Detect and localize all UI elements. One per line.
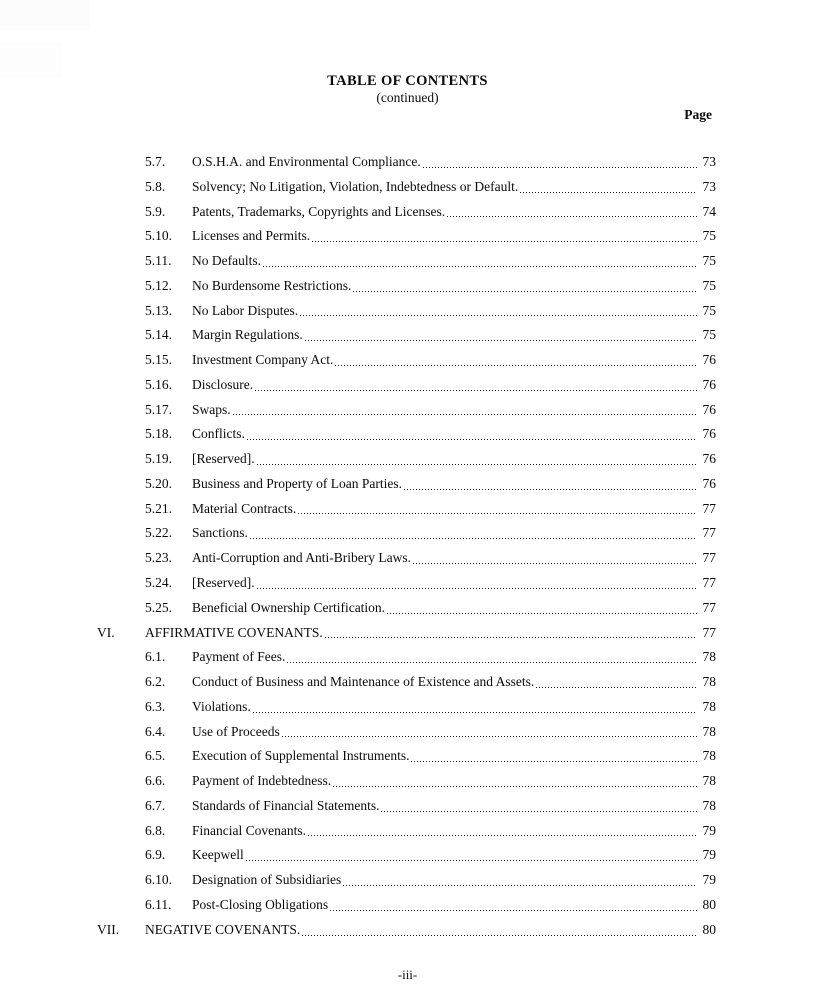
dot-leader (353, 274, 698, 299)
dot-leader (233, 398, 698, 423)
toc-entry (97, 843, 716, 868)
dot-leader (413, 546, 698, 571)
dot-leader (404, 472, 698, 497)
toc-entry-title: Sanctions. (192, 525, 248, 541)
toc-entry-page: 75 (702, 302, 716, 318)
toc-entry-page: 75 (702, 228, 716, 244)
toc-entry-title: Licenses and Permits. (192, 228, 311, 244)
toc-entry-number: 5.17. (145, 401, 172, 417)
page-title: TABLE OF CONTENTS (327, 73, 488, 89)
dot-leader (447, 200, 698, 225)
toc-entry-page: 78 (702, 674, 716, 690)
toc-entry-title: Conflicts. (192, 426, 245, 442)
scan-artifact (0, 0, 90, 30)
dot-leader (255, 373, 698, 398)
toc-entry-page: 77 (702, 500, 716, 516)
toc-entry-title: Business and Property of Loan Parties. (192, 475, 402, 491)
toc-entry-page: 74 (702, 203, 716, 219)
toc-entry (97, 150, 716, 175)
toc-entry (97, 224, 716, 249)
dot-leader (257, 571, 698, 596)
toc-entry (97, 472, 716, 497)
toc-entry-number: 6.5. (145, 748, 166, 764)
toc-entry-title: No Labor Disputes. (192, 302, 299, 318)
toc-entry-title: Disclosure. (192, 376, 254, 392)
dot-leader (257, 447, 698, 472)
toc-entry-title: Anti-Corruption and Anti-Bribery Laws. (192, 550, 411, 566)
toc-entry (97, 918, 716, 943)
toc-entry-page: 76 (702, 475, 716, 491)
dot-leader (305, 323, 698, 348)
toc-entry-title: Beneficial Ownership Certification. (192, 599, 386, 615)
dot-leader (247, 422, 698, 447)
dot-leader (263, 249, 698, 274)
dot-leader (298, 497, 698, 522)
toc-entry-number: 5.22. (145, 525, 172, 541)
page-subtitle: (continued) (376, 90, 439, 106)
toc-entry (97, 546, 716, 571)
toc-entry-title: AFFIRMATIVE COVENANTS. (145, 624, 323, 640)
toc-entry-page: 79 (702, 822, 716, 838)
toc-entry (97, 249, 716, 274)
dot-leader (250, 521, 698, 546)
toc-entry-number: 5.15. (145, 352, 172, 368)
toc-entry-page: 79 (702, 872, 716, 888)
toc-entry-number: 6.3. (145, 698, 166, 714)
toc-entry-number: 6.11. (145, 896, 172, 912)
toc-entry-number: 5.13. (145, 302, 172, 318)
toc-entry-page: 78 (702, 698, 716, 714)
toc-entry-number: 5.10. (145, 228, 172, 244)
toc-entry-title: Payment of Indebtedness. (192, 773, 332, 789)
dot-leader (330, 893, 698, 918)
toc-entry-page: 77 (702, 624, 716, 640)
toc-entry-title: [Reserved]. (192, 575, 255, 591)
toc-entry (97, 497, 716, 522)
dot-leader (300, 299, 698, 324)
toc-entry (97, 621, 716, 646)
toc-entry (97, 447, 716, 472)
toc-entry-title: Execution of Supplemental Instruments. (192, 748, 410, 764)
dot-leader (536, 670, 698, 695)
toc-entry (97, 645, 716, 670)
toc-entry-title: Financial Covenants. (192, 822, 306, 838)
toc-entry-page: 73 (702, 178, 716, 194)
toc-entry-title: [Reserved]. (192, 451, 255, 467)
toc-entry-number: 5.23. (145, 550, 172, 566)
toc-entry-number: VI. (97, 624, 115, 640)
toc-entry (97, 422, 716, 447)
toc-entry-number: 5.9. (145, 203, 166, 219)
toc-entry-number: 6.9. (145, 847, 166, 863)
toc-entry-number: 6.10. (145, 872, 172, 888)
toc-entry (97, 893, 716, 918)
toc-entry-title: Use of Proceeds (192, 723, 280, 739)
toc-entry (97, 373, 716, 398)
toc-entry (97, 744, 716, 769)
toc-entry-title: Violations. (192, 698, 251, 714)
toc-entry (97, 200, 716, 225)
toc-entry-title: Payment of Fees. (192, 649, 286, 665)
toc-entry-number: 6.4. (145, 723, 166, 739)
toc-entry-page: 78 (702, 748, 716, 764)
toc-entry-page: 73 (702, 154, 716, 169)
toc-entry-number: 6.6. (145, 773, 166, 789)
toc-list (97, 150, 716, 943)
toc-entry-title: Material Contracts. (192, 500, 297, 516)
toc-entry-page: 78 (702, 649, 716, 665)
dot-leader (325, 621, 698, 646)
toc-entry-page: 76 (702, 352, 716, 368)
toc-entry-number: 5.21. (145, 500, 172, 516)
dot-leader (381, 794, 698, 819)
dot-leader (287, 645, 698, 670)
toc-entry (97, 571, 716, 596)
toc-entry-number: 5.11. (145, 253, 172, 269)
dot-leader (253, 695, 698, 720)
page-number-footer: -iii- (397, 967, 418, 982)
document-header (0, 73, 815, 106)
toc-entry-page: 77 (702, 575, 716, 591)
toc-entry-page: 80 (702, 896, 716, 912)
toc-entry (97, 720, 716, 745)
toc-entry-number: VII. (97, 921, 120, 937)
toc-entry-title: O.S.H.A. and Environmental Compliance. (192, 154, 421, 169)
toc-entry-title: No Defaults. (192, 253, 261, 269)
toc-entry-number: 6.7. (145, 797, 166, 813)
toc-entry-page: 77 (702, 525, 716, 541)
toc-entry (97, 596, 716, 621)
toc-entry-page: 78 (702, 797, 716, 813)
toc-entry-number: 5.24. (145, 575, 172, 591)
toc-entry-title: Solvency; No Litigation, Violation, Indebtedness or Default. (192, 178, 519, 194)
toc-entry-number: 6.8. (145, 822, 166, 838)
toc-entry-title: No Burdensome Restrictions. (192, 277, 352, 293)
toc-entry-number: 6.2. (145, 674, 166, 690)
toc-entry-page: 76 (702, 426, 716, 442)
toc-entry-title: Conduct of Business and Maintenance of Existence and Assets. (192, 674, 535, 690)
dot-leader (411, 744, 698, 769)
dot-leader (282, 720, 698, 745)
toc-entry (97, 794, 716, 819)
toc-entry-title: Designation of Subsidiaries (192, 872, 342, 888)
toc-entry-title: Keepwell (192, 847, 244, 863)
toc-entry-title: Patents, Trademarks, Copyrights and Licenses. (192, 203, 446, 219)
toc-entry-page: 76 (702, 401, 716, 417)
toc-entry-page: 75 (702, 277, 716, 293)
dot-leader (520, 175, 698, 200)
dot-leader (312, 224, 698, 249)
toc-entry-number: 5.20. (145, 475, 172, 491)
toc-entry (97, 299, 716, 324)
toc-entry (97, 868, 716, 893)
toc-entry-page: 80 (702, 921, 716, 937)
toc-entry (97, 175, 716, 200)
dot-leader (302, 918, 698, 943)
dot-leader (423, 150, 698, 175)
toc-entry (97, 521, 716, 546)
toc-entry (97, 348, 716, 373)
toc-entry (97, 819, 716, 844)
toc-entry (97, 695, 716, 720)
dot-leader (308, 819, 698, 844)
page-column-label: Page (684, 107, 712, 122)
toc-entry-title: Post-Closing Obligations (192, 896, 329, 912)
toc-entry-page: 79 (702, 847, 716, 863)
toc-entry (97, 670, 716, 695)
toc-entry-title: Standards of Financial Statements. (192, 797, 380, 813)
toc-entry-page: 78 (702, 723, 716, 739)
toc-entry-page: 75 (702, 253, 716, 269)
toc-entry-number: 5.25. (145, 599, 172, 615)
dot-leader (387, 596, 698, 621)
toc-entry-title: Swaps. (192, 401, 231, 417)
dot-leader (343, 868, 698, 893)
toc-entry-page: 76 (702, 451, 716, 467)
toc-entry-title: Margin Regulations. (192, 327, 303, 343)
toc-entry-number: 5.16. (145, 376, 172, 392)
toc-entry (97, 769, 716, 794)
toc-entry-title: NEGATIVE COVENANTS. (145, 921, 301, 937)
toc-entry (97, 274, 716, 299)
toc-entry-title: Investment Company Act. (192, 352, 334, 368)
toc-entry (97, 398, 716, 423)
toc-entry-page: 77 (702, 550, 716, 566)
toc-entry-number: 5.12. (145, 277, 172, 293)
dot-leader (246, 843, 698, 868)
toc-entry-number: 5.19. (145, 451, 172, 467)
toc-entry-page: 77 (702, 599, 716, 615)
toc-entry-page: 75 (702, 327, 716, 343)
dot-leader (335, 348, 698, 373)
toc-entry-number: 6.1. (145, 649, 166, 665)
toc-entry-page: 78 (702, 773, 716, 789)
toc-entry-page: 76 (702, 376, 716, 392)
toc-entry-number: 5.7. (145, 154, 166, 169)
toc-entry-number: 5.18. (145, 426, 172, 442)
toc-entry (97, 323, 716, 348)
toc-entry-number: 5.14. (145, 327, 172, 343)
dot-leader (333, 769, 698, 794)
toc-entry-number: 5.8. (145, 178, 166, 194)
